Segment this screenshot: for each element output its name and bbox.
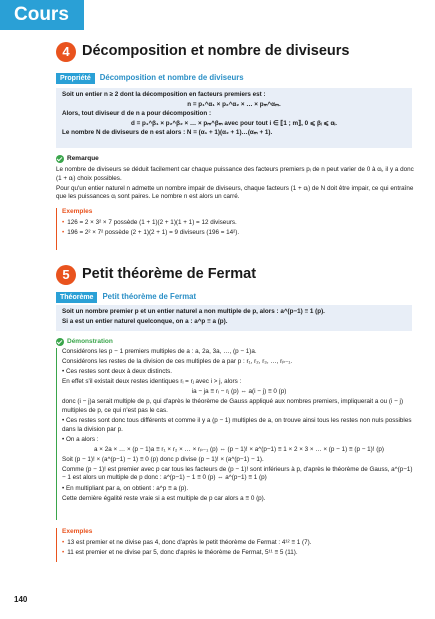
propriete-line-1: Soit un entier n ≥ 2 dont la décomposition en facteurs premiers est : [62,91,266,98]
remarque-text [56,166,416,203]
theoreme-line-2: Si a est un entier naturel quelconque, on a : a^p ≡ a (p). [62,317,228,325]
examples-heading-4: Exemples [62,208,93,215]
example-text: 13 est premier et ne divise pas 4, donc d'après le petit théorème de Fermat : 4¹² ≡ 1 (7). [67,538,312,546]
theoreme-line-1: Soit un nombre premier p et un entier naturel a non multiple de p, alors : a^(p−1) ≡ 1 (p). [62,308,325,315]
demo-line: a × 2a × … × (p − 1)a ≡ r₁ × r₂ × … × rₚ₋₁ (p) ⇔ (p − 1)! × a^(p−1) ≡ 1 × 2 × 3 × … × (p − 1) ≡ (p − 1)! (p) [94,445,384,453]
section-5-title: Petit théorème de Fermat [82,266,257,283]
demo-line: ia − ja ≡ rᵢ − rⱼ (p) ⇔ a(i − j) ≡ 0 (p) [191,388,287,396]
examples-heading-5: Exemples [62,528,93,535]
section-5-number: 5 [56,265,76,285]
cours-tab: Cours [0,0,84,30]
propriete-line-3: Alors, tout diviseur d de n a pour décomposition : [62,110,212,117]
bullet-icon: • [62,229,65,237]
page-number: 140 [14,595,28,604]
section-4-heading [56,42,350,62]
demo-line: Considérons les restes de la division de ces multiples de a par p : r₁, r₂, r₃, …, rₚ₋₁. [62,358,293,366]
section-5-heading [56,265,256,285]
demo-line: Soit (p − 1)! × (a^(p−1) − 1) ≡ 0 (p) donc p divise (p − 1)! × (a^(p−1) − 1). [62,455,264,463]
demo-line: donc (i − j)a serait multiple de p, qui d'après le théorème de Gauss appliqué aux nombres premiers, impliquerait a ou (i − j) multiples de p, ce qui n'est pas le cas. [62,398,404,414]
demo-line: Considérons les p − 1 premiers multiples de a : a, 2a, 3a, …, (p − 1)a. [62,348,257,355]
example-item [62,549,412,558]
demonstration-label: Démonstration [67,338,113,345]
demo-line: • Ces restes sont deux à deux distincts. [62,368,173,376]
demo-line: • En multipliant par a, on obtient : a^p ≡ a (p). [62,484,189,492]
demo-line: Cette dernière égalité reste vraie si a est multiple de p car alors a ≡ 0 (p). [62,494,266,502]
demo-line: • Ces restes sont donc tous différents et comme il y a (p − 1) multiples de a, on trouve ainsi tous les restes non nuls possibles dans la division par p. [62,417,412,433]
theoreme-label [56,292,196,303]
bullet-icon: • [62,218,65,226]
demo-line: En effet s'il existait deux restes identiques rᵢ = rⱼ avec i > j, alors : [62,378,242,386]
demo-line: Comme (p − 1)! est premier avec p car tous les facteurs de (p − 1)! sont inférieurs à p, d'après le théorème de Gauss, a^(p−1) − 1 est alors un multiple de p donc : a^(p−1) − 1 ≡ 0 (p) ⇔ a^(p−1) ≡ 1 (p) [62,465,413,482]
propriete-line-4: d = p₁^β₁ × p₂^β₂ × … × pₘ^βₘ avec pour tout i ∈ ⟦1 ; m⟧, 0 ⩽ βᵢ ⩽ αᵢ. [131,119,337,127]
example-text: 11 est premier et ne divise par 5, donc d'après le théorème de Fermat, 5¹¹ ≡ 5 (11). [67,549,298,557]
bullet-icon: • [62,549,65,557]
theoreme-box [56,305,412,331]
section-4-number: 4 [56,42,76,62]
remarque-paragraph-1: Le nombre de diviseurs se déduit facilement car chaque puissance des facteurs premiers pᵢ de n peut varier de 0 à αᵢ, il y a donc (1 + αᵢ) choix possibles. [56,166,414,182]
example-text: 196 = 2² × 7² possède (2 + 1)(2 + 1) = 9 diviseurs (196 = 14²). [67,229,240,237]
remarque-paragraph-2: Pour qu'un entier naturel n admette un nombre impair de diviseurs, chaque facteurs (1 + αᵢ) de N doit être impair, ce qui entraîne que les puissances αᵢ sont paires. Le nombre n est alors un carré. [56,184,414,200]
demo-line: • On a alors : [62,435,99,443]
propriete-label [56,73,244,84]
demonstration-block [56,348,416,520]
propriete-box [56,88,412,148]
example-item [62,219,412,228]
example-item [62,229,412,238]
examples-block-4 [56,208,412,250]
propriete-line-2: n = p₁^α₁ × p₂^α₂ × … × pₘ^αₘ. [187,100,281,108]
demonstration-heading [56,338,113,347]
remarque-label: Remarque [67,155,99,162]
theoreme-title: Petit théorème de Fermat [102,292,197,302]
example-text: 126 = 2 × 3² × 7 possède (1 + 1)(2 + 1)(1 + 1) = 12 diviseurs. [67,218,237,226]
check-icon [56,338,64,346]
remarque-heading [56,155,99,164]
propriete-title: Décomposition et nombre de diviseurs [99,73,244,83]
examples-block-5 [56,528,412,562]
example-item [62,539,412,548]
check-icon [56,155,64,163]
theoreme-tag: Théorème [56,292,97,303]
propriete-line-5: Le nombre N de diviseurs de n est alors : N = (α₁ + 1)(α₂ + 1)…(αₘ + 1). [62,129,273,136]
propriete-tag: Propriété [56,73,95,84]
bullet-icon: • [62,538,65,546]
section-4-title: Décomposition et nombre de diviseurs [82,43,350,60]
